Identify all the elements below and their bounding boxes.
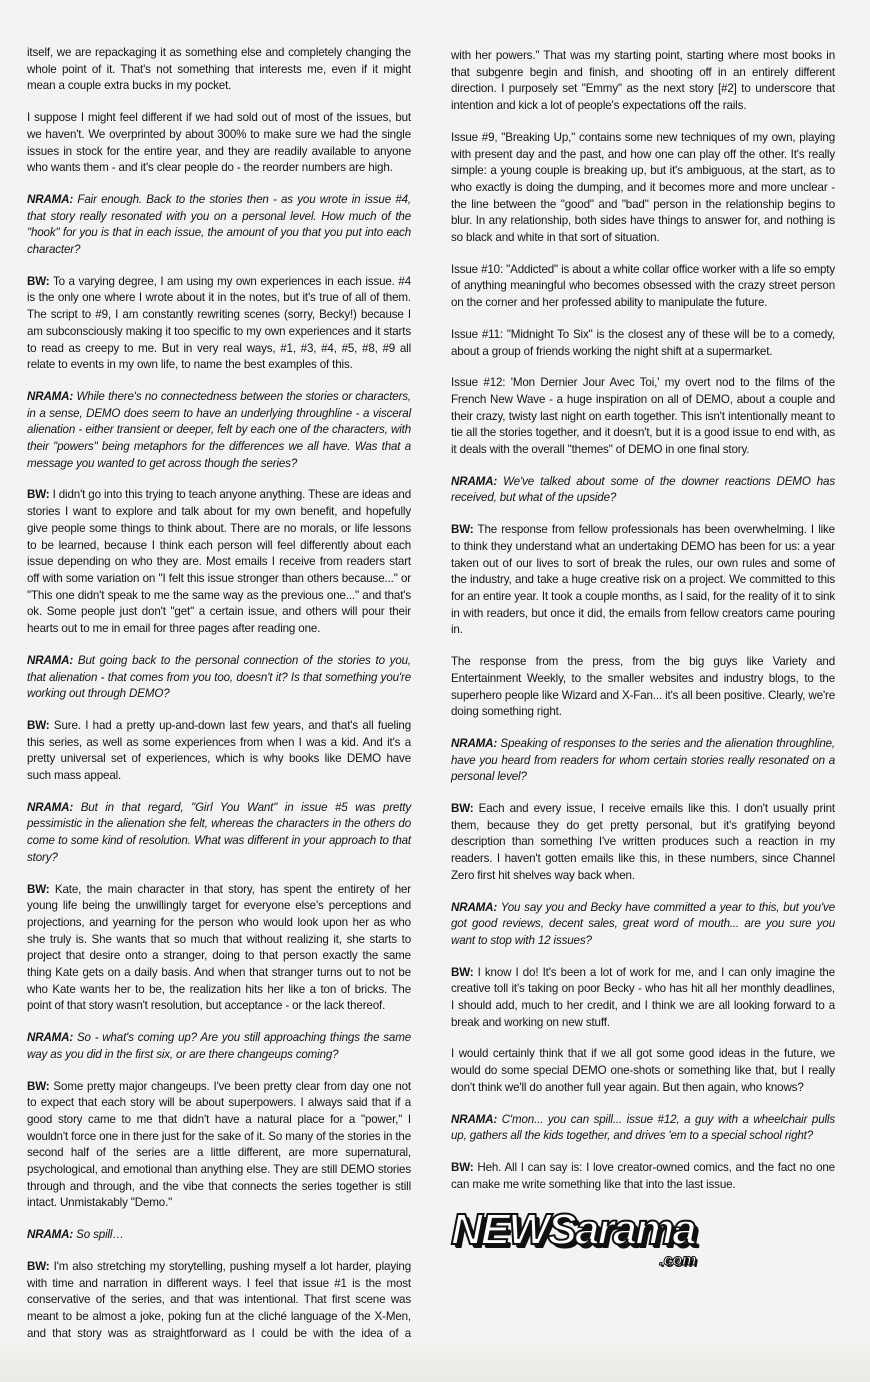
answer-paragraph — [27, 882, 411, 1016]
text-paragraph — [451, 262, 835, 312]
page-bottom-edge — [0, 1340, 870, 1382]
paragraph-text: Issue #12: 'Mon Dernier Jour Avec Toi,' my overt nod to the films of the French New Wave - a huge inspiration on all of DEMO, about a couple and their crazy, twisty last night on earth together. This isn't intentionally meant to tie all the stories together, and it doesn't, but it is a good issue to end with, as it deals with the overall "themes" of DEMO in one final story. — [451, 376, 835, 457]
speaker-label: BW: — [27, 1079, 50, 1093]
text-paragraph — [451, 130, 835, 247]
paragraph-text: Some pretty major changeups. I've been pretty clear from day one not to expect that each story will be about superpowers. I always said that if a good story came to me that didn't have a natural place for a "power," I wouldn't force one in there just for the sake of it. So many of the stories in the second half of the series are a little different, are more supernatural, psychological, and emotional than anything else. They are still DEMO stories through and through, and the vibe that connects the series together is still intact. Unmistakably "Demo." — [27, 1079, 411, 1210]
question-paragraph — [451, 900, 835, 950]
paragraph-text: The response from fellow professionals has been overwhelming. I like to think they understand what an undertaking DEMO has been for us: a year taken out of our lives to sort of break the rules, our own rules and some of the industry, and take a huge creative risk on a project. We committed to this for an entire year. It took a couple months, as I said, for the reality of it to sink in with readers, but once it did, the emails from fellow creators came pouring in. — [451, 523, 835, 637]
paragraph-text: itself, we are repackaging it as something else and completely changing the whole point of it. That's not something that interests me, even if it might mean a couple extra bucks in my pocket. — [27, 46, 411, 93]
speaker-label: BW: — [451, 523, 474, 537]
question-paragraph — [451, 474, 835, 507]
speaker-label: NRAMA: — [451, 736, 498, 750]
paragraph-text: We've talked about some of the downer reactions DEMO has received, but what of the upside? — [451, 474, 835, 505]
left-column — [27, 45, 411, 1374]
question-paragraph — [27, 653, 411, 703]
speaker-label: BW: — [451, 802, 474, 816]
paragraph-text: Fair enough. Back to the stories then - as you wrote in issue #4, that story really resonated with you on a personal level. How much of the "hook" for you is that in each issue, the amount of you that you put into each character? — [27, 192, 411, 257]
question-paragraph — [27, 389, 411, 473]
speaker-label: NRAMA: — [27, 192, 74, 206]
speaker-label: NRAMA: — [27, 1031, 74, 1045]
paragraph-text: I suppose I might feel different if we had sold out of most of the issues, but we haven't. We overprinted by about 300% to make sure we had the single issues in stock for the entire year, and they are readily available to anyone who wants them - and it's clear people do - the reorder numbers are high. — [27, 111, 411, 175]
text-paragraph — [451, 48, 835, 115]
paragraph-text: While there's no connectedness between the stories or characters, in a sense, DEMO does seem to have an underlying throughline - a visceral alienation - either transient or deeper, felt by each one of the characters, with their "powers" being metaphors for the differences we all have. Was that a message you wanted to get across though the series? — [27, 389, 411, 470]
text-paragraph — [451, 654, 835, 721]
question-paragraph — [27, 1227, 411, 1244]
speaker-label: NRAMA: — [27, 800, 74, 814]
paragraph-text: Issue #11: "Midnight To Six" is the closest any of these will be to a comedy, about a group of friends working the night shift at a supermarket. — [451, 327, 835, 358]
logo-wordmark: NEWSarama — [451, 1205, 695, 1254]
paragraph-text: The response from the press, from the big guys like Variety and Entertainment Weekly, to the smaller websites and industry blogs, to the superhero people like Wizard and X-Fan... it's all been positive. Clearly, we're doing something right. — [451, 655, 836, 719]
paragraph-text: Issue #10: "Addicted" is about a white collar office worker with a life so empty of anything meaningful who becomes obsessed with the crazy street person on the corner and her professed ability to manipulate the future. — [451, 262, 835, 310]
paragraph-text: C'mon... you can spill... issue #12, a guy with a wheelchair pulls up, gathers all the kids together, and drives 'em to a special school right? — [451, 1112, 835, 1143]
paragraph-text: Each and every issue, I receive emails like this. I don't usually print them, because they do get pretty personal, but it's gratifying beyond description than something I've written produces such a reaction in my readers. I haven't gotten emails like this, in these numbers, since Channel Zero first hit shelves way back when. — [451, 802, 835, 882]
paragraph-text: So - what's coming up? Are you still approaching things the same way as you did in the first six, or are there changeups coming? — [27, 1031, 411, 1061]
speaker-label: NRAMA: — [27, 653, 74, 667]
paragraph-text: But going back to the personal connection of the stories to you, that alienation - that comes from you too, doesn't it? Is that something you're working out through DEMO? — [27, 653, 411, 701]
paragraph-text: Sure. I had a pretty up-and-down last few years, and that's all fueling this series, as well as some experiences from when I was a kid. And it's a pretty universal set of experiences, which is why books like DEMO have such mass appeal. — [27, 718, 411, 783]
question-paragraph — [27, 800, 411, 867]
answer-paragraph — [27, 274, 411, 374]
paragraph-text: I know I do! It's been a lot of work for me, and I can only imagine the creative toll it's taking on poor Becky - who has hit all her monthly deadlines, I should add, much to her credit, and I think we are all looking forward to a break and working on new stuff. — [451, 965, 835, 1029]
speaker-label: BW: — [27, 274, 50, 288]
answer-paragraph — [451, 522, 835, 639]
speaker-label: NRAMA: — [451, 1112, 498, 1126]
text-paragraph — [27, 110, 411, 177]
question-paragraph — [451, 1112, 835, 1145]
speaker-label: BW: — [27, 488, 50, 502]
paragraph-text: Kate, the main character in that story, has spent the entirety of her young life being the unwillingly target for everyone else's perceptions and projections, and yearning for the person who would look upon her as who she truly is. She wants that so much that without realizing it, she starts to project that desire onto a stranger, doing to that person exactly the same thing Kate gets on a daily basis. And when that stranger turns out to not be who Kate wants her to be, the realization hits her like a ton of bricks. The point of that story wasn't resolution, but acceptance - or the lack thereof. — [27, 882, 411, 1013]
question-paragraph — [451, 736, 835, 786]
answer-paragraph — [27, 1079, 411, 1213]
paragraph-text: I didn't go into this trying to teach anyone anything. These are ideas and stories I want to explore and talk about for my own benefit, and hopefully give people some things to think about. There are no morals, or life lessons to be learned, because I think each person will feel differently about each issue depending on who they are. Most emails I receive from readers start off with some variation on "I felt this issue stronger than others because..." or "This one didn't speak to me the same way as the previous one..." and that's ok. Some people just don't "get" a certain issue, and others will pour their hearts out to me in email for three pages after reading one. — [27, 488, 411, 636]
speaker-label: BW: — [27, 718, 50, 732]
text-paragraph — [451, 1046, 835, 1096]
paragraph-text: Heh. All I can say is: I love creator-owned comics, and the fact no one can make me write something like that into the last issue. — [451, 1160, 835, 1191]
speaker-label: NRAMA: — [451, 474, 498, 488]
answer-paragraph — [27, 487, 411, 637]
answer-paragraph — [451, 801, 835, 885]
paragraph-text: So spill… — [73, 1228, 124, 1242]
paragraph-text: To a varying degree, I am using my own experiences in each issue. #4 is the only one where I wrote about it in the notes, but it's true of all of them. The script to #9, I am constantly rewriting scenes (sorry, Becky!) because I am subconsciously making it too specific to my own experiences and it starts to read as creepy to me. But in very real ways, #1, #3, #4, #5, #8, #9 all relate to events in my own life, to name the best examples of this. — [27, 274, 411, 372]
answer-paragraph — [451, 965, 835, 1032]
text-paragraph — [27, 45, 411, 95]
text-paragraph — [451, 375, 835, 459]
right-column — [451, 48, 835, 1208]
speaker-label: NRAMA: — [27, 1228, 74, 1242]
speaker-label: BW: — [27, 882, 50, 896]
speaker-label: NRAMA: — [451, 900, 498, 914]
speaker-label: BW: — [451, 1160, 474, 1174]
paragraph-text: I would certainly think that if we all got some good ideas in the future, we would do some special DEMO one-shots or something like that, but I really don't think we'll do another full year again. But then again, who knows? — [451, 1047, 835, 1094]
paragraph-text: But in that regard, "Girl You Want" in issue #5 was pretty pessimistic in the alienation she felt, whereas the characters in the others do come to some kind of resolution. What was different in your approach to that story? — [27, 800, 411, 864]
question-paragraph — [27, 192, 411, 259]
paragraph-text: Speaking of responses to the series and the alienation throughline, have you heard from readers for whom certain stories really resonated on a personal level? — [451, 736, 835, 784]
speaker-label: NRAMA: — [27, 389, 74, 403]
newsarama-logo — [451, 1198, 721, 1278]
question-paragraph — [27, 1030, 411, 1063]
answer-paragraph — [27, 718, 411, 785]
paragraph-text: Issue #9, "Breaking Up," contains some new techniques of my own, playing with present day and the past, and how one can play off the other. It's really simple: a young couple is breaking up, but it's ambiguous, at the start, as to who exactly is doing the dumping, and it becomes more and more unclear - the line between the "good" and "bad" person in the relationship begins to blur. In any relationship, both sides have things to answer for, and nothing is so black and white in that sort of situation. — [451, 130, 835, 245]
text-paragraph — [451, 327, 835, 360]
paragraph-text: You say you and Becky have committed a year to this, but you've got good reviews, decent sales, great word of mouth... are you sure you want to stop with 12 issues? — [451, 900, 835, 947]
speaker-label: BW: — [27, 1259, 50, 1273]
paragraph-text: I'm also stretching my storytelling, pushing myself a lot harder, playing with time and narration in different ways. I feel that issue #1 is the most conservative of the series, and that was intentional. That first scene was meant to be almost a joke, poking fun at the cliché language of the X-Men, and that story was as straightforward as I could be with the idea of a — [27, 1259, 411, 1340]
paragraph-text: with her powers." That was my starting point, starting where most books in that subgenre begin and finish, and shooting off in an entirely different direction. I purposely set "Emmy" as the next story [#2] to underscore that intention and kick a lot of people's expectations off the rails. — [451, 49, 835, 113]
speaker-label: BW: — [451, 965, 474, 979]
logo-domain: .com — [659, 1252, 697, 1269]
answer-paragraph — [451, 1160, 835, 1193]
